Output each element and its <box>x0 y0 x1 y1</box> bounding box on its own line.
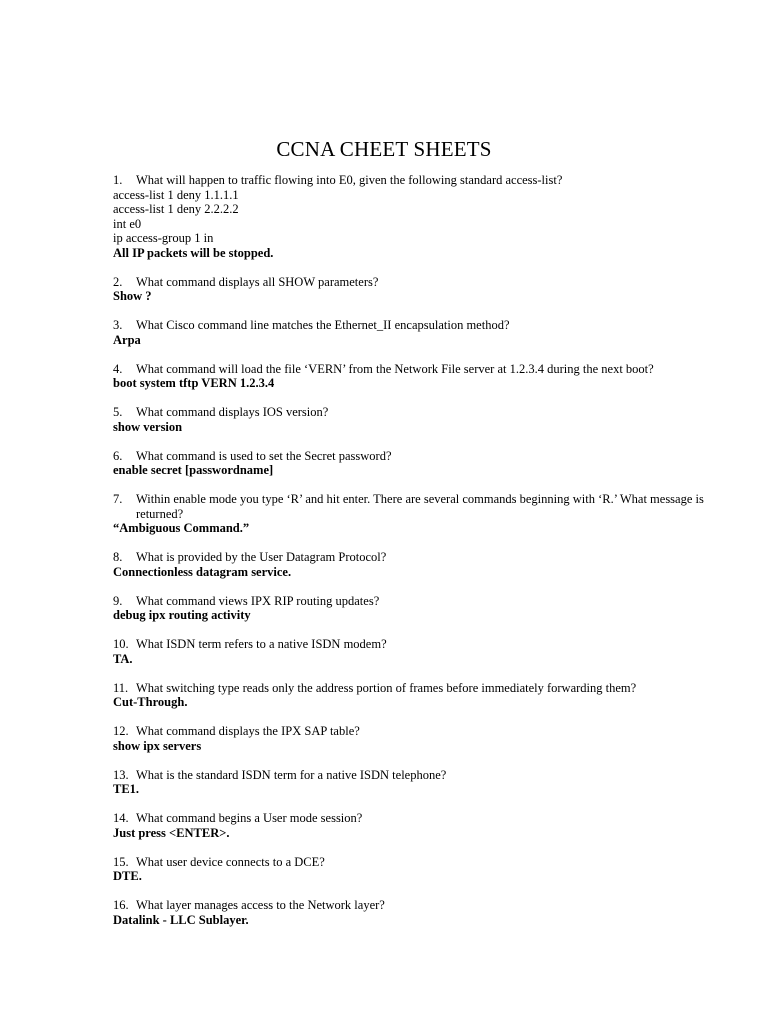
question-text: What Cisco command line matches the Ethernet_II encapsulation method? <box>136 318 510 332</box>
code-line: int e0 <box>113 216 142 231</box>
answer-text: “Ambiguous Command.” <box>113 521 250 535</box>
question-item <box>113 594 713 623</box>
question-number: 4. <box>113 361 123 376</box>
question-text: What command displays the IPX SAP table? <box>136 724 360 738</box>
answer-text: debug ipx routing activity <box>113 608 251 622</box>
question-text: What ISDN term refers to a native ISDN modem? <box>136 637 387 651</box>
answer-text: enable secret [passwordname] <box>113 463 274 477</box>
question-item <box>113 724 713 753</box>
question-text: What switching type reads only the address portion of frames before immediately forwarding them? <box>136 680 637 695</box>
question-row <box>113 449 713 464</box>
question-text: What command is used to set the Secret password? <box>136 448 392 463</box>
question-item <box>113 768 713 797</box>
question-number: 3. <box>113 318 123 332</box>
question-item <box>113 492 713 536</box>
question-row <box>113 811 713 826</box>
question-number: 9. <box>113 593 123 608</box>
question-number: 6. <box>113 448 123 463</box>
answer-text: TA. <box>113 651 133 666</box>
question-item <box>113 855 713 884</box>
question-text: What is provided by the User Datagram Protocol? <box>136 550 387 564</box>
answer-text: Connectionless datagram service. <box>113 564 292 579</box>
question-row <box>113 173 713 188</box>
question-item <box>113 449 713 478</box>
question-item <box>113 362 713 391</box>
question-item <box>113 811 713 840</box>
question-row <box>113 318 713 333</box>
question-row <box>113 724 713 739</box>
question-row <box>113 275 713 290</box>
question-number: 7. <box>113 492 123 506</box>
question-text: What command displays IOS version? <box>136 405 329 419</box>
question-item <box>113 898 713 927</box>
question-item <box>113 681 713 710</box>
answer-text: Cut-Through. <box>113 695 188 709</box>
answer-text: Arpa <box>113 332 141 347</box>
code-line: access-list 1 deny 1.1.1.1 <box>113 187 239 202</box>
question-item <box>113 318 713 347</box>
question-row <box>113 550 713 565</box>
question-row <box>113 405 713 420</box>
question-text: What will happen to traffic flowing into E0, given the following standard access-list? <box>136 173 563 187</box>
question-text: Within enable mode you type ‘R’ and hit enter. There are several commands beginning with ‘R.’ What message is returned? <box>136 492 704 521</box>
question-text: What command views IPX RIP routing updates? <box>136 593 380 608</box>
question-number: 8. <box>113 550 123 564</box>
question-text: What layer manages access to the Network layer? <box>136 898 385 912</box>
answer-text: Show ? <box>113 289 152 303</box>
question-row <box>113 492 713 521</box>
question-row <box>113 637 713 652</box>
question-row <box>113 594 713 609</box>
answer-text: show version <box>113 419 183 434</box>
question-number: 1. <box>113 173 123 187</box>
answer-text: DTE. <box>113 869 142 883</box>
question-number: 2. <box>113 274 123 289</box>
question-number: 12. <box>113 724 129 738</box>
question-text: What command will load the file ‘VERN’ from the Network File server at 1.2.3.4 during the next boot? <box>136 361 654 376</box>
question-item <box>113 550 713 579</box>
question-item <box>113 173 713 260</box>
question-number: 10. <box>113 637 129 651</box>
question-item <box>113 275 713 304</box>
page-title: CCNA CHEET SHEETS <box>276 137 492 161</box>
question-number: 13. <box>113 767 129 782</box>
question-number: 14. <box>113 811 129 825</box>
question-item <box>113 637 713 666</box>
question-row <box>113 898 713 913</box>
question-row <box>113 855 713 870</box>
code-line: access-list 1 deny 2.2.2.2 <box>113 202 239 216</box>
question-row <box>113 768 713 783</box>
answer-text: TE1. <box>113 782 140 796</box>
question-row <box>113 681 713 696</box>
question-row <box>113 362 713 377</box>
answer-text: All IP packets will be stopped. <box>113 245 274 260</box>
question-number: 5. <box>113 405 123 419</box>
answer-text: show ipx servers <box>113 738 202 753</box>
answer-text: Datalink - LLC Sublayer. <box>113 912 249 927</box>
question-item <box>113 405 713 434</box>
question-text: What command begins a User mode session? <box>136 811 363 825</box>
question-list <box>113 173 713 942</box>
question-text: What user device connects to a DCE? <box>136 854 325 869</box>
question-text: What command displays all SHOW parameters? <box>136 274 379 289</box>
answer-text: Just press <ENTER>. <box>113 825 230 840</box>
code-line: ip access-group 1 in <box>113 231 214 245</box>
question-number: 15. <box>113 854 129 869</box>
question-text: What is the standard ISDN term for a native ISDN telephone? <box>136 767 447 782</box>
answer-text: boot system tftp VERN 1.2.3.4 <box>113 376 275 390</box>
question-number: 11. <box>113 680 129 695</box>
question-number: 16. <box>113 898 129 912</box>
